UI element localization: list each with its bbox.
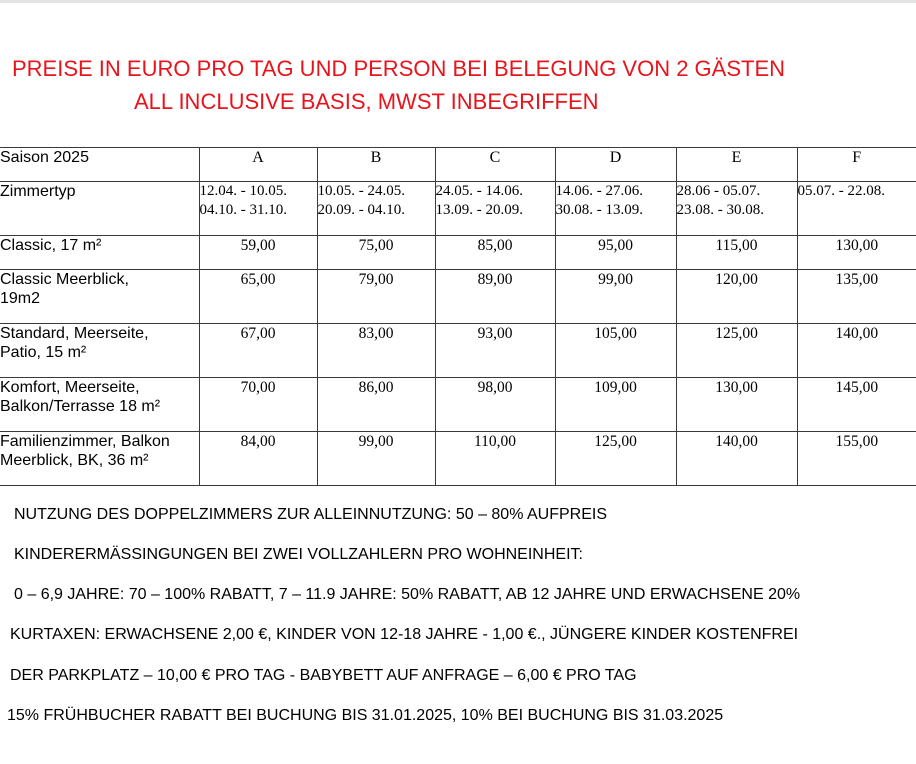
date-range: 12.04. - 10.05. [199,183,287,199]
page-title-line-1: PREISE IN EURO PRO TAG UND PERSON BEI BELEGUNG VON 2 GÄSTEN [12,56,786,81]
top-border [0,0,916,3]
note-child-discount-rates: 0 – 6,9 JAHRE: 70 – 100% RABATT, 7 – 11.9 JAHRE: 50% RABATT, AB 12 JAHRE UND ERWACHSENE 20% [14,586,801,603]
price-cell: 86,00 [317,378,435,432]
date-range: 24.05. - 14.06. [435,183,523,199]
price-cell: 98,00 [435,378,555,432]
price-cell: 110,00 [435,432,555,486]
note-early-booking: 15% FRÜHBUCHER RABATT BEI BUCHUNG BIS 31.01.2025, 10% BEI BUCHUNG BIS 31.03.2025 [7,707,724,724]
price-cell: 145,00 [797,378,916,432]
price-cell: 67,00 [199,324,317,378]
price-cell: 79,00 [317,270,435,324]
price-cell: 84,00 [199,432,317,486]
price-cell: 99,00 [555,270,676,324]
season-label: Saison 2025 [0,148,199,182]
note-single-use: NUTZUNG DES DOPPELZIMMERS ZUR ALLEINNUTZUNG: 50 – 80% AUFPREIS [14,506,608,523]
table-row [0,378,916,432]
season-code-a: A [199,148,317,182]
date-range: 13.09. - 20.09. [435,202,523,218]
date-range: 23.08. - 30.08. [676,202,764,218]
date-range: 30.08. - 13.09. [555,202,643,218]
date-range: 28.06 - 05.07. [676,183,761,199]
price-cell: 99,00 [317,432,435,486]
season-dates-d [555,182,676,236]
room-type-label: Zimmertyp [0,182,199,236]
price-cell: 130,00 [676,378,797,432]
date-range: 20.09. - 04.10. [317,202,405,218]
price-cell: 140,00 [797,324,916,378]
date-range: 04.10. - 31.10. [199,202,287,218]
season-dates-e [676,182,797,236]
page-title-line-2: ALL INCLUSIVE BASIS, MWST INBEGRIFFEN [134,89,599,114]
price-cell: 135,00 [797,270,916,324]
season-header-row [0,148,916,182]
season-dates-f [797,182,916,236]
table-row [0,432,916,486]
price-cell: 95,00 [555,236,676,270]
price-cell: 70,00 [199,378,317,432]
note-tourist-tax: KURTAXEN: ERWACHSENE 2,00 €, KINDER VON 12-18 JAHRE - 1,00 €., JÜNGERE KINDER KOSTENFREI [10,626,799,643]
note-parking-babybed: DER PARKPLATZ – 10,00 € PRO TAG - BABYBETT AUF ANFRAGE – 6,00 € PRO TAG [10,667,637,684]
date-range-row [0,182,916,236]
table-row [0,270,916,324]
date-range: 05.07. - 22.08. [797,183,885,199]
room-type-name: Classic, 17 m² [0,236,199,270]
room-type-name: Familienzimmer, Balkon Meerblick, BK, 36 m² [0,432,199,486]
price-cell: 140,00 [676,432,797,486]
room-type-name: Standard, Meerseite, Patio, 15 m² [0,324,199,378]
season-dates-c [435,182,555,236]
price-cell: 59,00 [199,236,317,270]
price-cell: 89,00 [435,270,555,324]
price-cell: 130,00 [797,236,916,270]
room-type-name: Komfort, Meerseite, Balkon/Terrasse 18 m² [0,378,199,432]
price-table [0,147,916,486]
date-range: 14.06. - 27.06. [555,183,643,199]
room-type-name: Classic Meerblick, 19m2 [0,270,199,324]
price-cell: 83,00 [317,324,435,378]
price-cell: 125,00 [555,432,676,486]
price-cell: 109,00 [555,378,676,432]
season-dates-a [199,182,317,236]
season-code-f: F [797,148,916,182]
season-code-e: E [676,148,797,182]
price-cell: 75,00 [317,236,435,270]
price-cell: 105,00 [555,324,676,378]
season-code-d: D [555,148,676,182]
price-cell: 115,00 [676,236,797,270]
date-range: 10.05. - 24.05. [317,183,405,199]
price-cell: 85,00 [435,236,555,270]
note-child-discount-heading: KINDERERMÄSSINGUNGEN BEI ZWEI VOLLZAHLERN PRO WOHNEINHEIT: [14,546,583,563]
price-cell: 93,00 [435,324,555,378]
price-cell: 155,00 [797,432,916,486]
table-row [0,324,916,378]
season-code-c: C [435,148,555,182]
price-cell: 65,00 [199,270,317,324]
season-code-b: B [317,148,435,182]
price-cell: 125,00 [676,324,797,378]
table-row [0,236,916,270]
price-cell: 120,00 [676,270,797,324]
season-dates-b [317,182,435,236]
